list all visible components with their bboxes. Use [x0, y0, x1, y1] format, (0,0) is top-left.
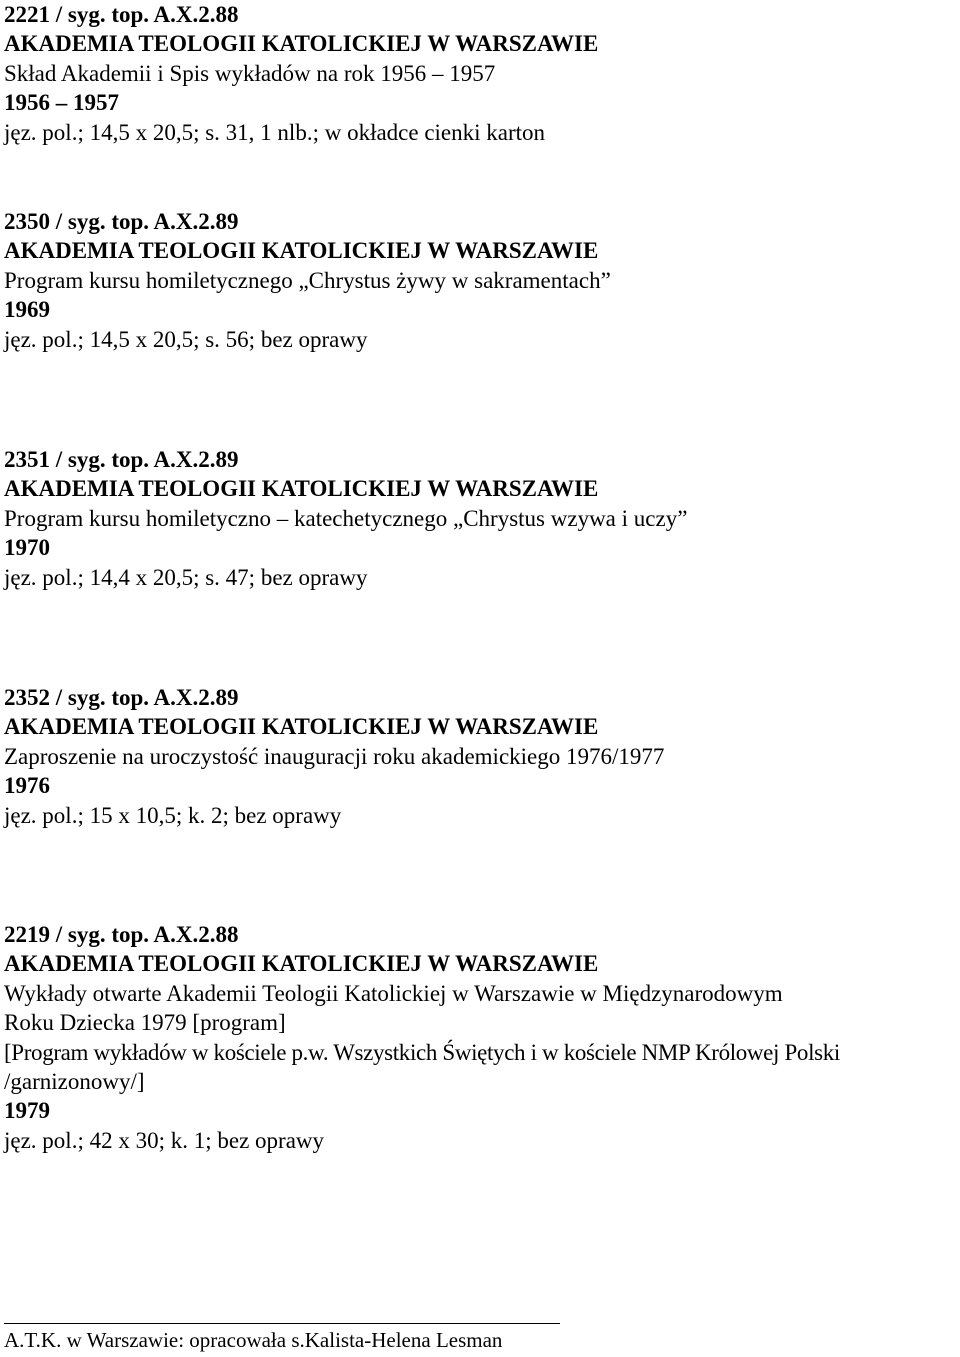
catalog-entry — [4, 445, 960, 592]
entry-physical: jęz. pol.; 15 x 10,5; k. 2; bez oprawy — [4, 802, 342, 828]
entry-title: Program kursu homiletycznego „Chrystus żywy w sakramentach” — [4, 267, 611, 293]
footer-credit: A.T.K. w Warszawie: opracowała s.Kalista-Helena Lesman — [4, 1328, 503, 1352]
entry-physical: jęz. pol.; 14,5 x 20,5; s. 31, 1 nlb.; w okładce cienki karton — [4, 119, 546, 145]
catalog-entry — [4, 683, 960, 830]
entry-year: 1969 — [4, 297, 50, 323]
entry-heading: 2351 / syg. top. A.X.2.89 — [4, 447, 239, 472]
entry-institution: AKADEMIA TEOLOGII KATOLICKIEJ W WARSZAWIE — [4, 476, 599, 502]
entry-title-line-3: [Program wykładów w kościele p.w. Wszystkich Świętych i w kościele NMP Królowej Polski — [4, 1039, 840, 1065]
catalog-entry — [4, 920, 960, 1155]
entry-institution: AKADEMIA TEOLOGII KATOLICKIEJ W WARSZAWIE — [4, 238, 599, 264]
footer-divider — [4, 1323, 560, 1324]
entry-year: 1976 — [4, 773, 50, 799]
catalog-entry — [4, 207, 960, 354]
entry-title-line-1: Wykłady otwarte Akademii Teologii Katolickiej w Warszawie w Międzynarodowym — [4, 980, 783, 1006]
entry-title: Skład Akademii i Spis wykładów na rok 1956 – 1957 — [4, 60, 496, 86]
catalog-entry — [4, 0, 960, 147]
entry-institution: AKADEMIA TEOLOGII KATOLICKIEJ W WARSZAWIE — [4, 31, 599, 57]
entry-institution: AKADEMIA TEOLOGII KATOLICKIEJ W WARSZAWIE — [4, 714, 599, 740]
entry-physical: jęz. pol.; 14,5 x 20,5; s. 56; bez oprawy — [4, 326, 368, 352]
entry-year: 1956 – 1957 — [4, 90, 119, 116]
entry-physical: jęz. pol.; 14,4 x 20,5; s. 47; bez oprawy — [4, 564, 368, 590]
entry-heading: 2352 / syg. top. A.X.2.89 — [4, 685, 239, 710]
entry-year: 1979 — [4, 1098, 50, 1124]
entry-title-line-4: /garnizonowy/] — [4, 1069, 145, 1095]
entry-institution: AKADEMIA TEOLOGII KATOLICKIEJ W WARSZAWIE — [4, 951, 599, 977]
entry-year: 1970 — [4, 535, 50, 561]
entry-physical: jęz. pol.; 42 x 30; k. 1; bez oprawy — [4, 1127, 325, 1153]
entry-heading: 2219 / syg. top. A.X.2.88 — [4, 922, 239, 947]
entry-title-line-2: Roku Dziecka 1979 [program] — [4, 1010, 286, 1036]
entry-title: Zaproszenie na uroczystość inauguracji roku akademickiego 1976/1977 — [4, 743, 665, 769]
entry-title: Program kursu homiletyczno – katechetycznego „Chrystus wzywa i uczy” — [4, 505, 688, 531]
entry-heading: 2350 / syg. top. A.X.2.89 — [4, 209, 239, 234]
entry-heading: 2221 / syg. top. A.X.2.88 — [4, 2, 239, 27]
